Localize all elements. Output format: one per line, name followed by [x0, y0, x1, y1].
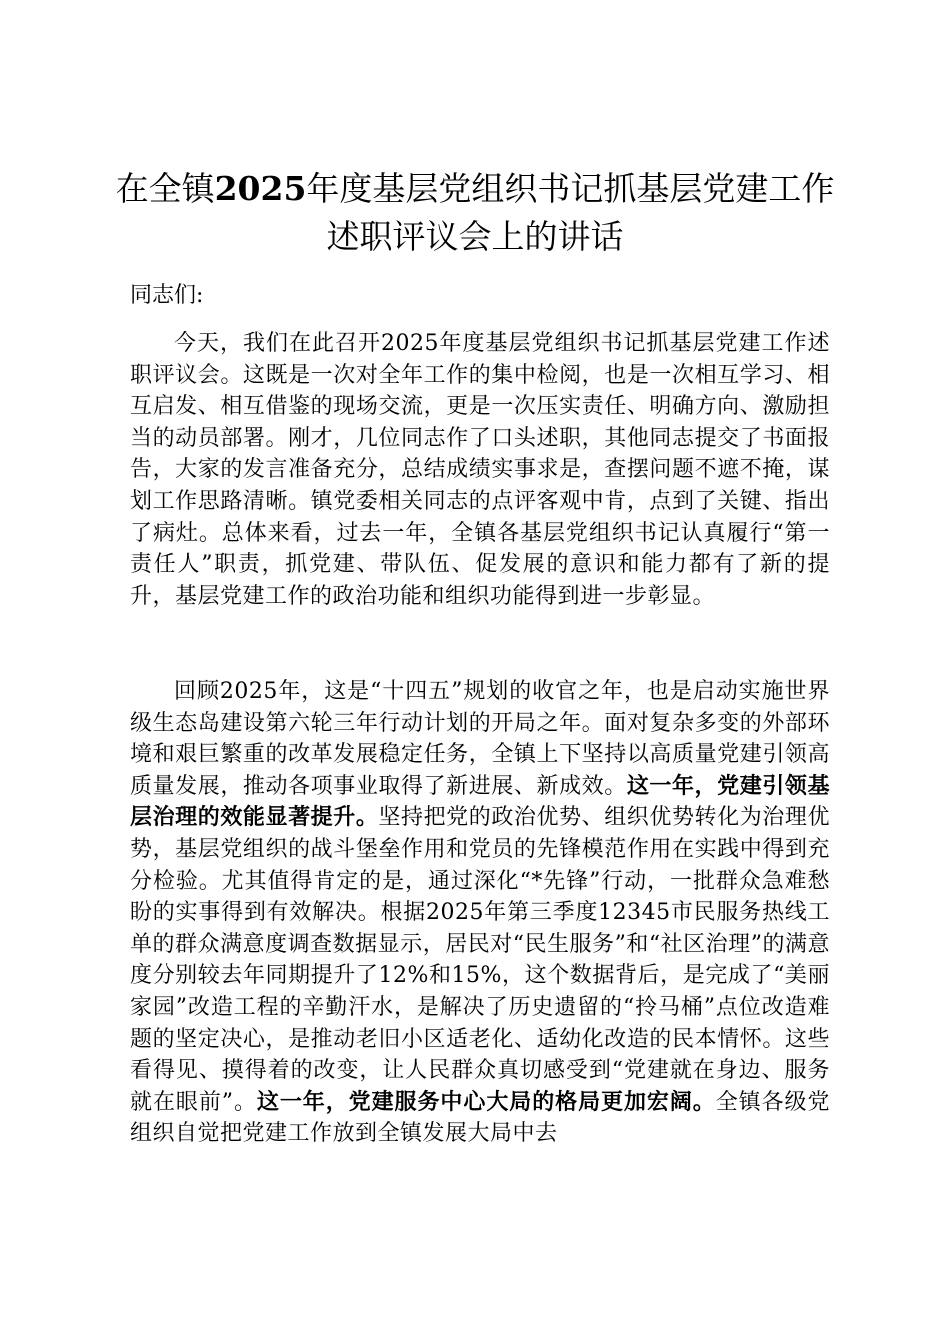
document-title	[100, 165, 850, 261]
greeting: 同志们:	[130, 283, 204, 308]
title-part-2: 年度基层党组织书记抓基层党建工作述职评议会上的讲话	[306, 169, 835, 256]
paragraph-2	[130, 676, 830, 1150]
paragraph-2-text-b: 坚持把党的政治优势、组织优势转化为治理优势，基层党组织的战斗堡垒作用和党员的先锋模范作用在实践中得到充分检验。尤其值得肯定的是，通过深化“*先锋”行动，一批群众急难愁盼的实事得到有效解决。根据2025年第三季度12345市民服务热线工单的群众满意度调查数据显示，居民对“民生服务”和“社区治理”的满意度分别较去年同期提升了12%和15%，这个数据背后，是完成了“美丽家园”改造工程的辛勤汗水，是解决了历史遗留的“拎马桶”点位改造难题的坚定决心，是推动老旧小区适老化、适幼化改造的民本情怀。这些看得见、摸得着的改变，让人民群众真切感受到“党建就在身边、服务就在眼前”。	[130, 805, 830, 1115]
paragraph-2-text-c: 全镇各级党组织自觉把党建工作放到全镇发展大局中去	[130, 1089, 830, 1147]
paragraph-2-bold-2: 这一年，党建服务中心大局的格局更加宏阔。	[256, 1088, 716, 1115]
paragraph-2-text-a: 回顾2025年，这是“十四五”规划的收官之年，也是启动实施世界级生态岛建设第六轮三年行动计划的开局之年。面对复杂多变的外部环境和艰巨繁重的改革发展稳定任务，全镇上下坚持以高质量党建引领高质量发展，推动各项事业取得了新进展、新成效。	[130, 679, 830, 799]
title-part-1: 在全镇	[115, 169, 215, 208]
paragraph-2-bold-1: 这一年，党建引领基层治理的效能显著提升。	[130, 772, 830, 831]
paragraph-1: 今天，我们在此召开2025年度基层党组织书记抓基层党建工作述职评议会。这既是一次对全年工作的集中检阅，也是一次相互学习、相互启发、相互借鉴的现场交流，更是一次压实责任、明确方向、激励担当的动员部署。刚才，几位同志作了口头述职，其他同志提交了书面报告，大家的发言准备充分，总结成绩实事求是，查摆问题不遮不掩，谋划工作思路清晰。镇党委相关同志的点评客观中肯，点到了关键、指出了病灶。总体来看，过去一年，全镇各基层党组织书记认真履行“第一责任人”职责，抓党建、带队伍、促发展的意识和能力都有了新的提升，基层党建工作的政治功能和组织功能得到进一步彰显。	[130, 331, 830, 609]
title-year: 2025	[214, 169, 307, 208]
